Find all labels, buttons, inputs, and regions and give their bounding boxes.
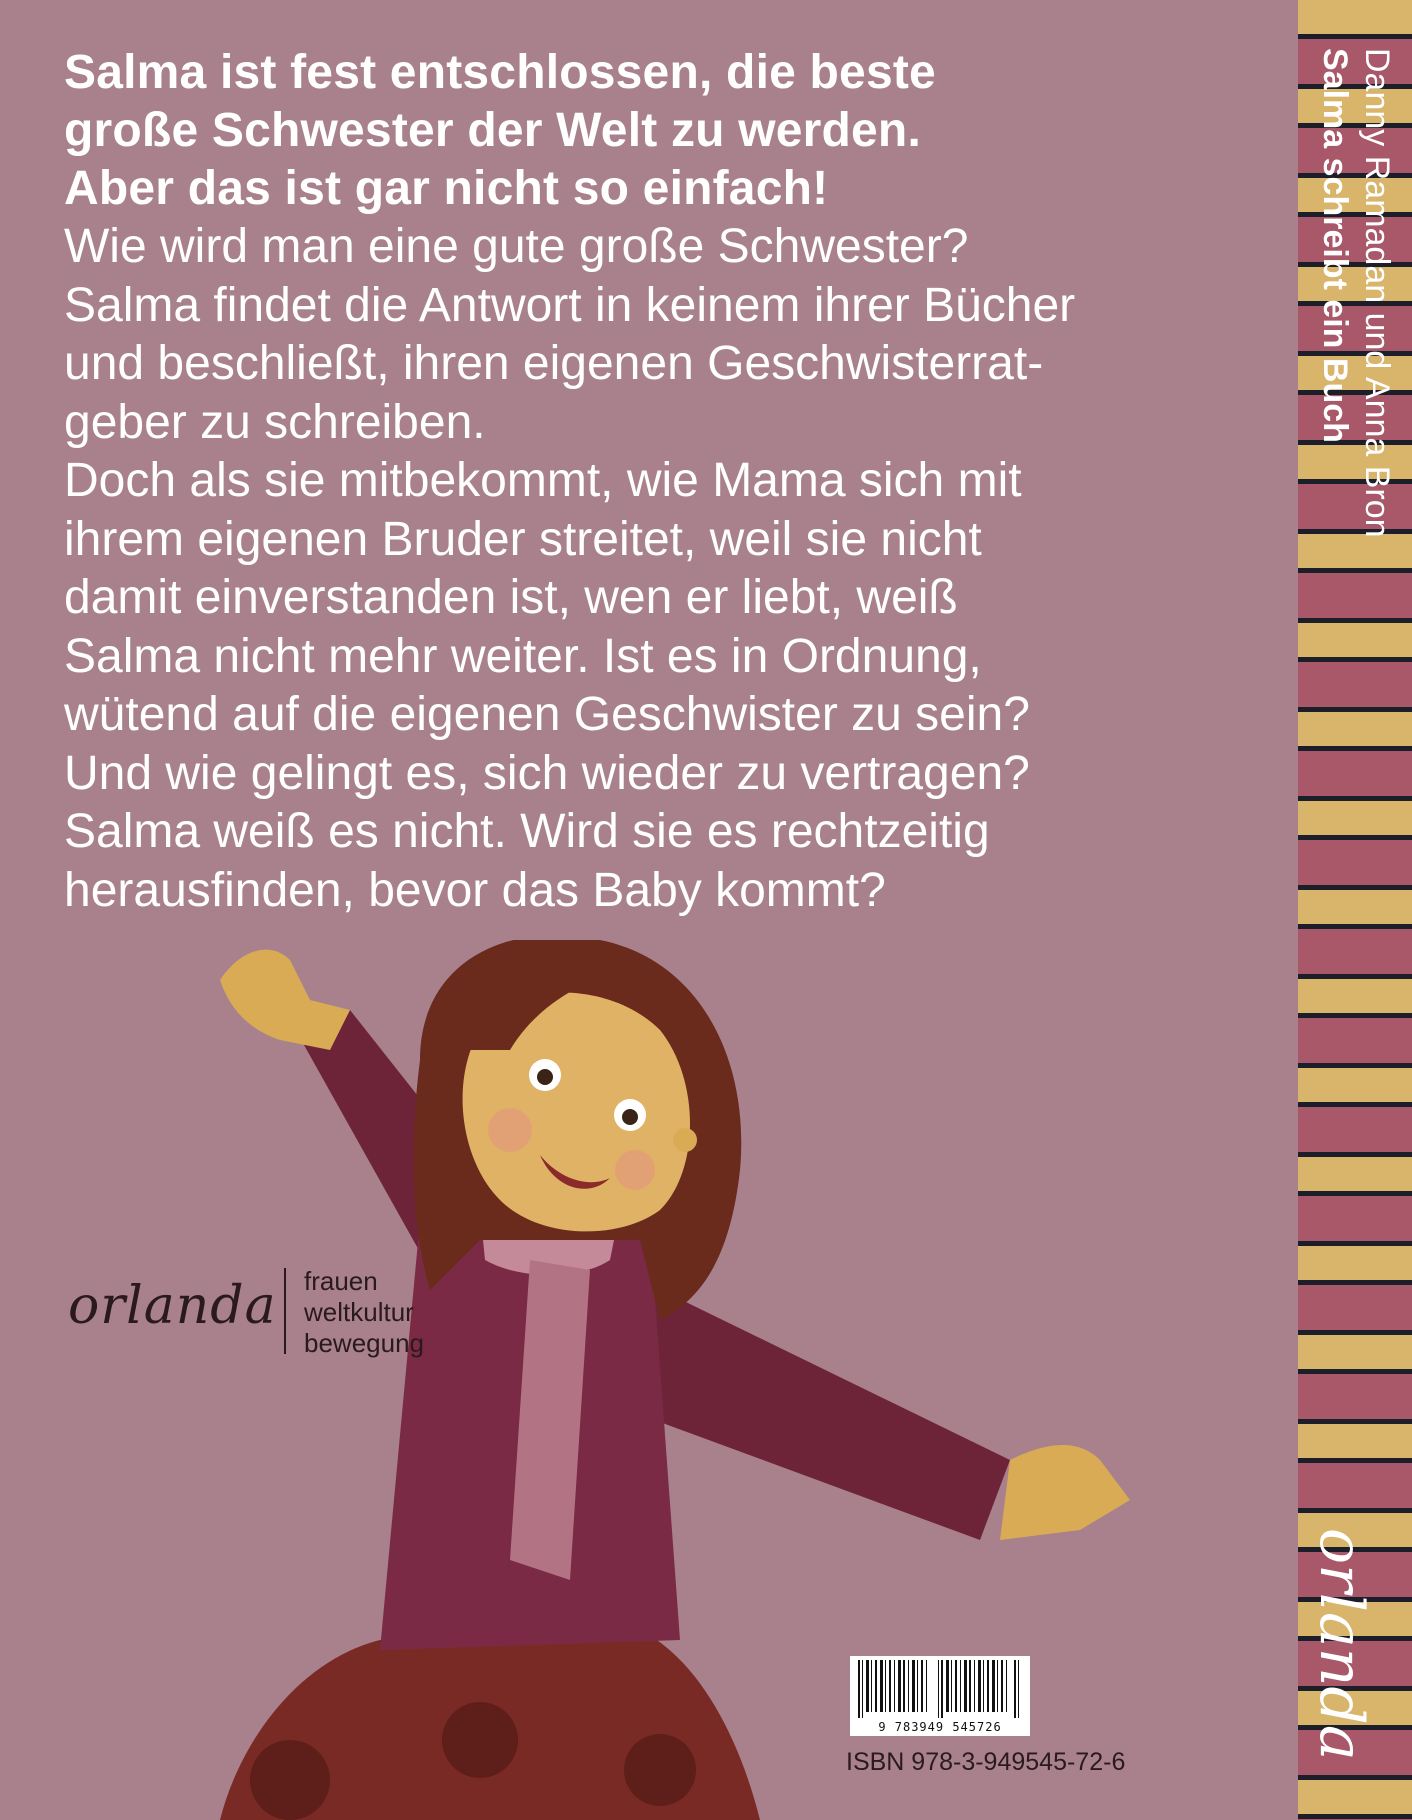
blurb-body-line: wütend auf die eigenen Geschwister zu sein? (64, 688, 1030, 741)
blurb-body-line: ihrem eigenen Bruder streitet, weil sie nicht (64, 512, 982, 566)
barcode (850, 1656, 1030, 1736)
blurb (64, 44, 1244, 920)
blurb-body (64, 218, 1244, 920)
blurb-lead-line: Salma ist fest entschlossen, die beste (64, 46, 936, 99)
blurb-lead (64, 44, 1244, 218)
blurb-body-line: damit einverstanden ist, wen er liebt, weiß (64, 571, 958, 624)
publisher-tagline-line: weltkultur (304, 1297, 414, 1327)
blurb-body-line: Salma nicht mehr weiter. Ist es in Ordnung, (64, 629, 982, 683)
blurb-body-line: herausfinden, bevor das Baby kommt? (64, 863, 886, 917)
blurb-lead-line: große Schwester der Welt zu werden. (64, 104, 921, 157)
spine-title: Salma schreibt ein Buch (1316, 48, 1354, 443)
blurb-body-line: Wie wird man eine gute große Schwester? (64, 220, 969, 273)
blurb-lead-line: Aber das ist gar nicht so einfach! (64, 162, 829, 215)
publisher-tagline-line: frauen (304, 1266, 378, 1296)
blurb-body-line: Salma weiß es nicht. Wird sie es rechtzeitig (64, 805, 990, 858)
blurb-body-line: Doch als sie mitbekommt, wie Mama sich mit (64, 454, 1022, 507)
barcode-bars (850, 1656, 1030, 1718)
blurb-body-line: und beschließt, ihren eigenen Geschwisterrat- (64, 337, 1044, 390)
barcode-digits: 9 783949 545726 (878, 1720, 1002, 1734)
blurb-body-line: Und wie gelingt es, sich wieder zu vertragen? (64, 746, 1030, 800)
isbn: ISBN 978-3-949545-72-6 (846, 1748, 1126, 1776)
publisher-wordmark: orlanda (68, 1276, 277, 1336)
publisher-tagline (304, 1266, 424, 1359)
spine-publisher-logo: orlanda (1306, 1528, 1376, 1761)
blurb-body-line: geber zu schreiben. (64, 395, 486, 449)
blurb-body-line: Salma findet die Antwort in keinem ihrer Bücher (64, 278, 1076, 332)
spine-authors: Danny Ramadan und Anna Bron (1358, 48, 1396, 538)
girl-illustration (180, 940, 1260, 1820)
publisher-tagline-line: bewegung (304, 1328, 424, 1358)
publisher-logo-divider (284, 1268, 286, 1354)
publisher-logo (68, 1258, 488, 1358)
